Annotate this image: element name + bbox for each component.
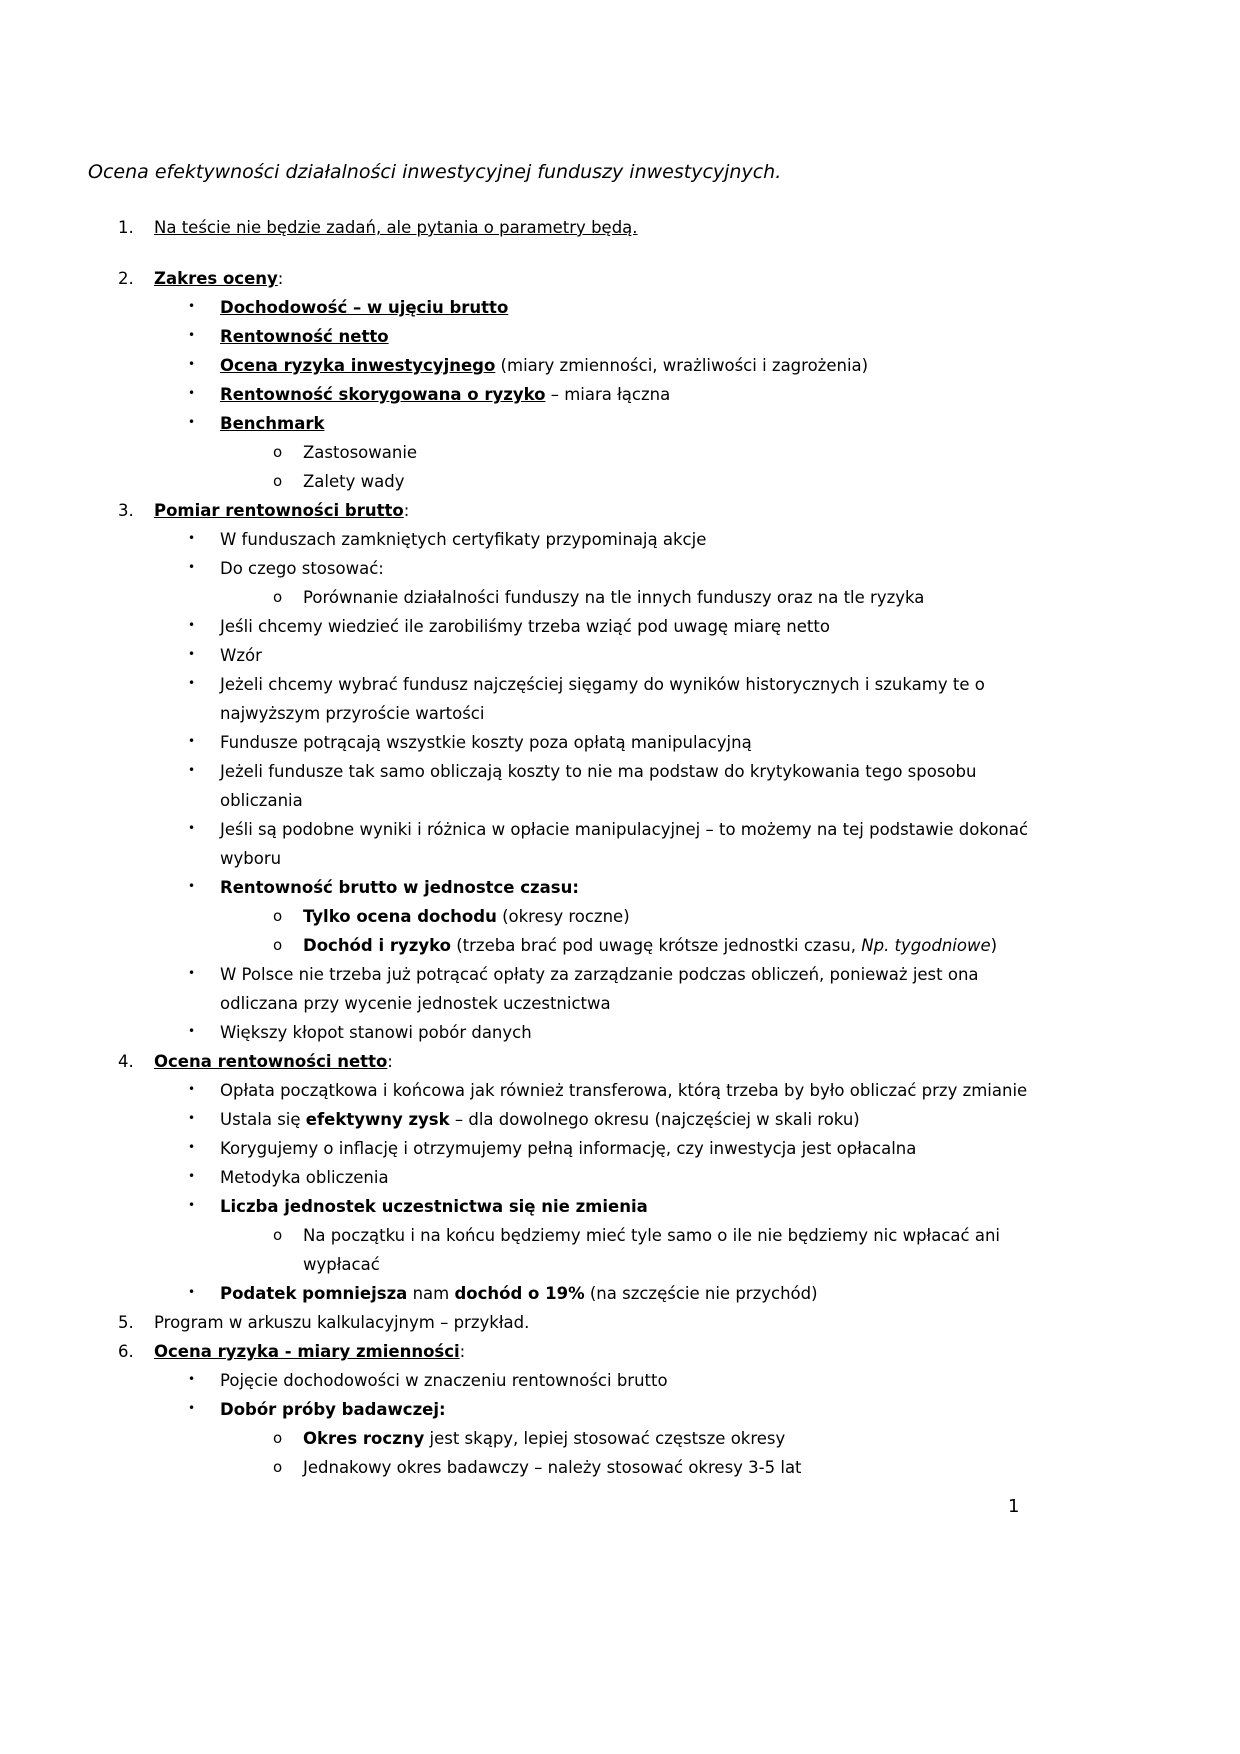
text-run: Na początku i na końcu będziemy mieć tyle samo o ile nie będziemy nic wpłacać ani wypłacać — [303, 1226, 1001, 1274]
text-run: Ocena ryzyka inwestycyjnego — [220, 356, 496, 375]
list-item — [88, 873, 1056, 902]
bullet-icon: • — [188, 299, 196, 313]
list-item-text — [220, 670, 1056, 728]
list-item — [88, 815, 1056, 873]
text-run: Dochodowość – w ujęciu brutto — [220, 298, 509, 317]
list-item — [88, 583, 1056, 612]
text-run: Rentowność skorygowana o ryzyko — [220, 385, 546, 404]
list-item — [88, 1366, 1056, 1395]
bullet-icon: • — [188, 560, 196, 574]
list-item — [88, 380, 1056, 409]
list-item — [88, 641, 1056, 670]
list-item — [88, 757, 1056, 815]
list-item-text — [220, 728, 1056, 757]
list-item — [88, 1192, 1056, 1221]
text-run: Np. tygodniowe — [861, 936, 991, 955]
text-run: dochód o 19% — [454, 1284, 585, 1303]
bullet-icon: • — [188, 676, 196, 690]
list-item-text — [220, 1105, 1056, 1134]
bullet-icon: • — [188, 1401, 196, 1415]
list-item — [88, 1337, 1056, 1366]
text-run: Opłata początkowa i końcowa jak również transferowa, którą trzeba by było obliczać przy zmianie — [220, 1081, 1028, 1100]
list-item-text — [303, 1453, 1056, 1482]
text-run: Porównanie działalności funduszy na tle innych funduszy oraz na tle ryzyka — [303, 588, 925, 607]
bullet-icon: • — [188, 966, 196, 980]
text-run: efektywny zysk — [305, 1110, 450, 1129]
text-run: : — [403, 501, 410, 520]
list-item — [88, 467, 1056, 496]
list-item-text — [303, 438, 1056, 467]
list-item-text — [303, 931, 1056, 960]
bullet-icon: • — [188, 357, 196, 371]
bullet-icon: • — [188, 328, 196, 342]
list-item — [88, 351, 1056, 380]
text-run: Do czego stosować: — [220, 559, 384, 578]
text-run: ) — [990, 936, 998, 955]
list-item-text — [220, 554, 1056, 583]
bullet-icon: • — [188, 1024, 196, 1038]
document-title — [88, 158, 1056, 187]
list-item-text — [220, 1076, 1056, 1105]
text-run: Na teście nie będzie zadań, ale pytania o parametry będą. — [154, 218, 638, 237]
list-item-text — [154, 1337, 1056, 1366]
list-item-text — [220, 815, 1056, 873]
list-item — [88, 1424, 1056, 1453]
list-item-text — [220, 525, 1056, 554]
text-run: Benchmark — [220, 414, 325, 433]
circle-bullet-icon: o — [273, 1429, 283, 1447]
bullet-icon: • — [188, 1140, 196, 1154]
list-item-text — [220, 1192, 1056, 1221]
list-item-number: 3. — [118, 501, 134, 520]
text-run: Rentowność brutto w jednostce czasu: — [220, 878, 579, 897]
text-run: Jeśli chcemy wiedzieć ile zarobiliśmy trzeba wziąć pod uwagę miarę netto — [220, 617, 830, 636]
text-run: (na szczęście nie przychód) — [584, 1284, 818, 1303]
text-run: Zakres oceny — [154, 269, 278, 288]
list-item — [88, 409, 1056, 438]
text-run: Dobór próby badawczej: — [220, 1400, 446, 1419]
list-item — [88, 1076, 1056, 1105]
list-item-text — [220, 757, 1056, 815]
text-run: Okres roczny — [303, 1429, 425, 1448]
list-item — [88, 612, 1056, 641]
list-item-text — [220, 1366, 1056, 1395]
text-run: Zastosowanie — [303, 443, 418, 462]
text-run: Ocena ryzyka - miary zmienności — [154, 1342, 460, 1361]
list-item — [88, 960, 1056, 1018]
circle-bullet-icon: o — [273, 443, 283, 461]
text-run: : — [277, 269, 284, 288]
list-item — [88, 1018, 1056, 1047]
list-item — [88, 1105, 1056, 1134]
list-item-number: 1. — [118, 218, 134, 237]
list-item-text — [220, 1395, 1056, 1424]
list-item — [88, 1453, 1056, 1482]
circle-bullet-icon: o — [273, 907, 283, 925]
list-item-text — [303, 1221, 1056, 1279]
text-run: Program w arkuszu kalkulacyjnym – przykład. — [154, 1313, 530, 1332]
bullet-icon: • — [188, 618, 196, 632]
text-run: Zalety wady — [303, 472, 405, 491]
text-run: Pomiar rentowności brutto — [154, 501, 404, 520]
list-item — [88, 525, 1056, 554]
list-item — [88, 213, 1056, 242]
circle-bullet-icon: o — [273, 588, 283, 606]
list-item-text — [303, 583, 1056, 612]
list-item — [88, 1279, 1056, 1308]
list-item-text — [303, 902, 1056, 931]
list-item-text — [220, 960, 1056, 1018]
list-item-text — [154, 1047, 1056, 1076]
text-run: Jeżeli fundusze tak samo obliczają koszty to nie ma podstaw do krytykowania tego sposobu obliczania — [220, 762, 977, 810]
text-run: Wzór — [220, 646, 262, 665]
list-item — [88, 670, 1056, 728]
list-item — [88, 554, 1056, 583]
list-item — [88, 1308, 1056, 1337]
list-item-text — [220, 351, 1056, 380]
list-item-text — [220, 873, 1056, 902]
text-run: – miara łączna — [545, 385, 671, 404]
text-run: Metodyka obliczenia — [220, 1168, 389, 1187]
list-item-text — [303, 467, 1056, 496]
list-item — [88, 1047, 1056, 1076]
text-run: Ustala się — [220, 1110, 306, 1129]
text-run: Jednakowy okres badawczy – należy stosować okresy 3-5 lat — [303, 1458, 802, 1477]
list-item-text — [303, 1424, 1056, 1453]
list-item-number: 4. — [118, 1052, 134, 1071]
list-item — [88, 438, 1056, 467]
text-run: : — [459, 1342, 466, 1361]
circle-bullet-icon: o — [273, 1226, 283, 1244]
text-run: Tylko ocena dochodu — [303, 907, 497, 926]
list-item-text — [220, 1134, 1056, 1163]
text-run: W Polsce nie trzeba już potrącać opłaty za zarządzanie podczas obliczeń, ponieważ jest ona odliczana przy wycenie jednostek uczestnictwa — [220, 965, 979, 1013]
document-content — [88, 158, 1056, 1482]
bullet-icon: • — [188, 1111, 196, 1125]
list-item-text — [154, 213, 1056, 242]
list-item — [88, 1221, 1056, 1279]
text-run: (okresy roczne) — [496, 907, 630, 926]
text-run: Pojęcie dochodowości w znaczeniu rentowności brutto — [220, 1371, 668, 1390]
list-item — [88, 496, 1056, 525]
bullet-icon: • — [188, 879, 196, 893]
list-item-text — [220, 1163, 1056, 1192]
bullet-icon: • — [188, 1082, 196, 1096]
list-item — [88, 931, 1056, 960]
text-run: Większy kłopot stanowi pobór danych — [220, 1023, 532, 1042]
list-item-number: 6. — [118, 1342, 134, 1361]
text-run: W funduszach zamkniętych certyfikaty przypominają akcje — [220, 530, 707, 549]
list-item-number: 2. — [118, 269, 134, 288]
text-run: Ocena rentowności netto — [154, 1052, 388, 1071]
bullet-icon: • — [188, 531, 196, 545]
text-run: Liczba jednostek uczestnictwa się nie zmienia — [220, 1197, 648, 1216]
text-run: – dla dowolnego okresu (najczęściej w skali roku) — [449, 1110, 860, 1129]
list-item — [88, 264, 1056, 293]
text-run: (miary zmienności, wrażliwości i zagrożenia) — [495, 356, 869, 375]
list-item-number: 5. — [118, 1313, 134, 1332]
page-number: 1 — [1008, 1496, 1020, 1517]
list-item-text — [154, 1308, 1056, 1337]
list-item — [88, 728, 1056, 757]
text-run: Dochód i ryzyko — [303, 936, 451, 955]
bullet-icon: • — [188, 386, 196, 400]
text-run: Rentowność netto — [220, 327, 389, 346]
list-item — [88, 1134, 1056, 1163]
bullet-icon: • — [188, 763, 196, 777]
circle-bullet-icon: o — [273, 1458, 283, 1476]
circle-bullet-icon: o — [273, 472, 283, 490]
bullet-icon: • — [188, 821, 196, 835]
list-item-text — [220, 293, 1056, 322]
bullet-icon: • — [188, 1285, 196, 1299]
bullet-icon: • — [188, 415, 196, 429]
text-run: Jeśli są podobne wyniki i różnica w opłacie manipulacyjnej – to możemy na tej podstawie dokonać wyboru — [220, 820, 1029, 868]
text-run: Ocena efektywności działalności inwestycyjnej funduszy inwestycyjnych. — [88, 161, 782, 183]
bullet-icon: • — [188, 1169, 196, 1183]
list-item-text — [220, 641, 1056, 670]
list-item — [88, 1395, 1056, 1424]
text-run: (trzeba brać pod uwagę krótsze jednostki czasu, — [450, 936, 862, 955]
list-item — [88, 1163, 1056, 1192]
list-item-text — [220, 1279, 1056, 1308]
bullet-icon: • — [188, 1198, 196, 1212]
list-item-text — [220, 1018, 1056, 1047]
list-item — [88, 293, 1056, 322]
list-item-text — [220, 409, 1056, 438]
list-item-text — [154, 264, 1056, 293]
list-item-text — [220, 322, 1056, 351]
text-run: nam — [407, 1284, 455, 1303]
text-run: jest skąpy, lepiej stosować częstsze okresy — [424, 1429, 786, 1448]
text-run: Podatek pomniejsza — [220, 1284, 408, 1303]
text-run: Korygujemy o inflację i otrzymujemy pełną informację, czy inwestycja jest opłacalna — [220, 1139, 917, 1158]
list-item-text — [154, 496, 1056, 525]
list-item — [88, 322, 1056, 351]
list-item-text — [220, 380, 1056, 409]
text-run: Fundusze potrącają wszystkie koszty poza opłatą manipulacyjną — [220, 733, 752, 752]
text-run: Jeżeli chcemy wybrać fundusz najczęściej sięgamy do wyników historycznych i szukamy te o najwyższym przyroście wartości — [220, 675, 985, 723]
bullet-icon: • — [188, 734, 196, 748]
list-item — [88, 902, 1056, 931]
bullet-icon: • — [188, 1372, 196, 1386]
circle-bullet-icon: o — [273, 936, 283, 954]
bullet-icon: • — [188, 647, 196, 661]
list-item-text — [220, 612, 1056, 641]
text-run: : — [387, 1052, 393, 1071]
